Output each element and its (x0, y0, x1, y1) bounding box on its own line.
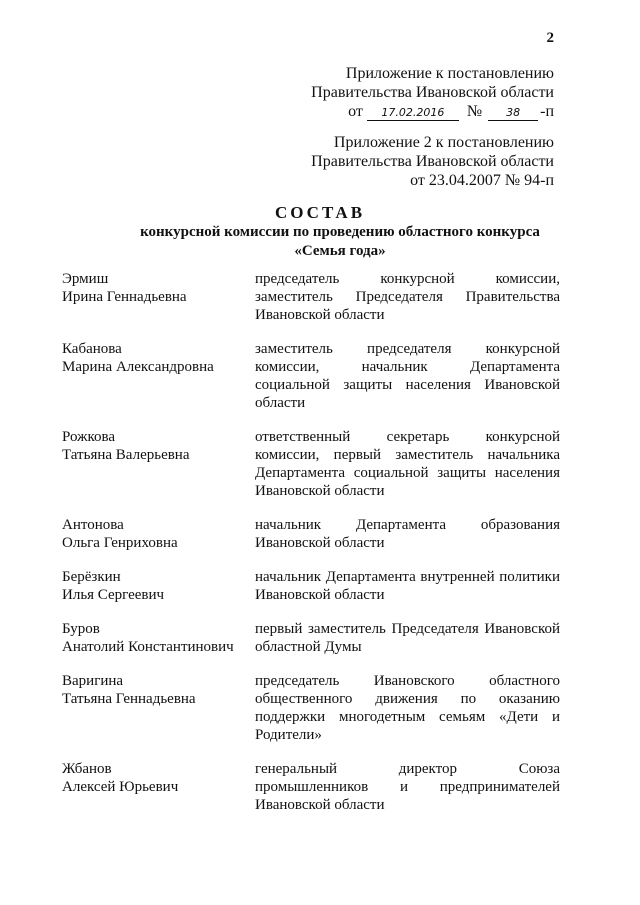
page-number: 2 (546, 30, 554, 46)
member-name (62, 672, 255, 744)
member-role: председатель Ивановского областного общественного движения по оказанию поддержки многодетным семьям «Дети и Родители» (255, 673, 560, 743)
appendix-2-line-3: от 23.04.2007 № 94-п (410, 172, 554, 189)
member-role: председатель конкурсной комиссии, заместитель Председателя Правительства Ивановской области (255, 271, 560, 323)
appendix-2-line-2: Правительства Ивановской области (311, 153, 554, 170)
member-given-name: Ольга Генриховна (62, 535, 178, 551)
member-given-name: Анатолий Константинович (62, 639, 234, 655)
member-name (62, 620, 255, 656)
member-row (62, 516, 560, 552)
appendix-1-line-1: Приложение к постановлению (345, 65, 554, 82)
member-given-name: Илья Сергеевич (62, 587, 165, 603)
member-name (62, 568, 255, 604)
member-name (62, 340, 255, 412)
number-suffix: -п (540, 103, 554, 120)
member-role: начальник Департамента образования Ивановской области (255, 517, 560, 551)
member-row (62, 672, 560, 744)
member-role: первый заместитель Председателя Ивановской областной Думы (255, 621, 560, 655)
member-surname: Кабанова (62, 341, 122, 357)
member-row (62, 270, 560, 324)
member-role: генеральный директор Союза промышленников и предпринимателей Ивановской области (255, 761, 560, 813)
document-title (0, 203, 640, 261)
member-surname: Жбанов (62, 761, 112, 777)
date-prefix: от (348, 103, 363, 120)
appendix-2-line-1: Приложение 2 к постановлению (333, 134, 554, 151)
member-role: начальник Департамента внутренней политики Ивановской области (255, 569, 560, 603)
handwritten-date: 17.02.2016 (367, 106, 459, 121)
member-name (62, 270, 255, 324)
member-given-name: Алексей Юрьевич (62, 779, 179, 795)
member-given-name: Ирина Геннадьевна (62, 289, 187, 305)
appendix-header-original (311, 133, 554, 190)
member-surname: Берёзкин (62, 569, 121, 585)
title-main: СОСТАВ (274, 203, 366, 222)
member-row (62, 568, 560, 604)
member-role: ответственный секретарь конкурсной комиссии, первый заместитель начальника Департамента социальной защиты населения Ивановской области (255, 429, 560, 499)
title-sub-1: конкурсной комиссии по проведению областного конкурса (140, 224, 540, 240)
member-given-name: Татьяна Геннадьевна (62, 691, 196, 707)
member-row (62, 760, 560, 814)
member-surname: Варигина (62, 673, 124, 689)
appendix-1-line-2: Правительства Ивановской области (311, 84, 554, 101)
member-surname: Буров (62, 621, 100, 637)
member-name (62, 760, 255, 814)
member-row (62, 620, 560, 656)
title-sub-2: «Семья года» (294, 243, 386, 259)
member-given-name: Марина Александровна (62, 359, 214, 375)
member-role: заместитель председателя конкурсной комиссии, начальник Департамента социальной защиты населения Ивановской области (255, 341, 560, 411)
appendix-header-current (311, 64, 554, 121)
member-surname: Антонова (62, 517, 124, 533)
handwritten-number: 38 (488, 106, 538, 121)
number-prefix: № (466, 103, 483, 120)
member-given-name: Татьяна Валерьевна (62, 447, 190, 463)
commission-members-list (62, 270, 560, 814)
member-row (62, 428, 560, 500)
member-surname: Эрмиш (62, 271, 109, 287)
appendix-1-date-line (311, 102, 554, 121)
member-surname: Рожкова (62, 429, 116, 445)
member-row (62, 340, 560, 412)
member-name (62, 516, 255, 552)
member-name (62, 428, 255, 500)
